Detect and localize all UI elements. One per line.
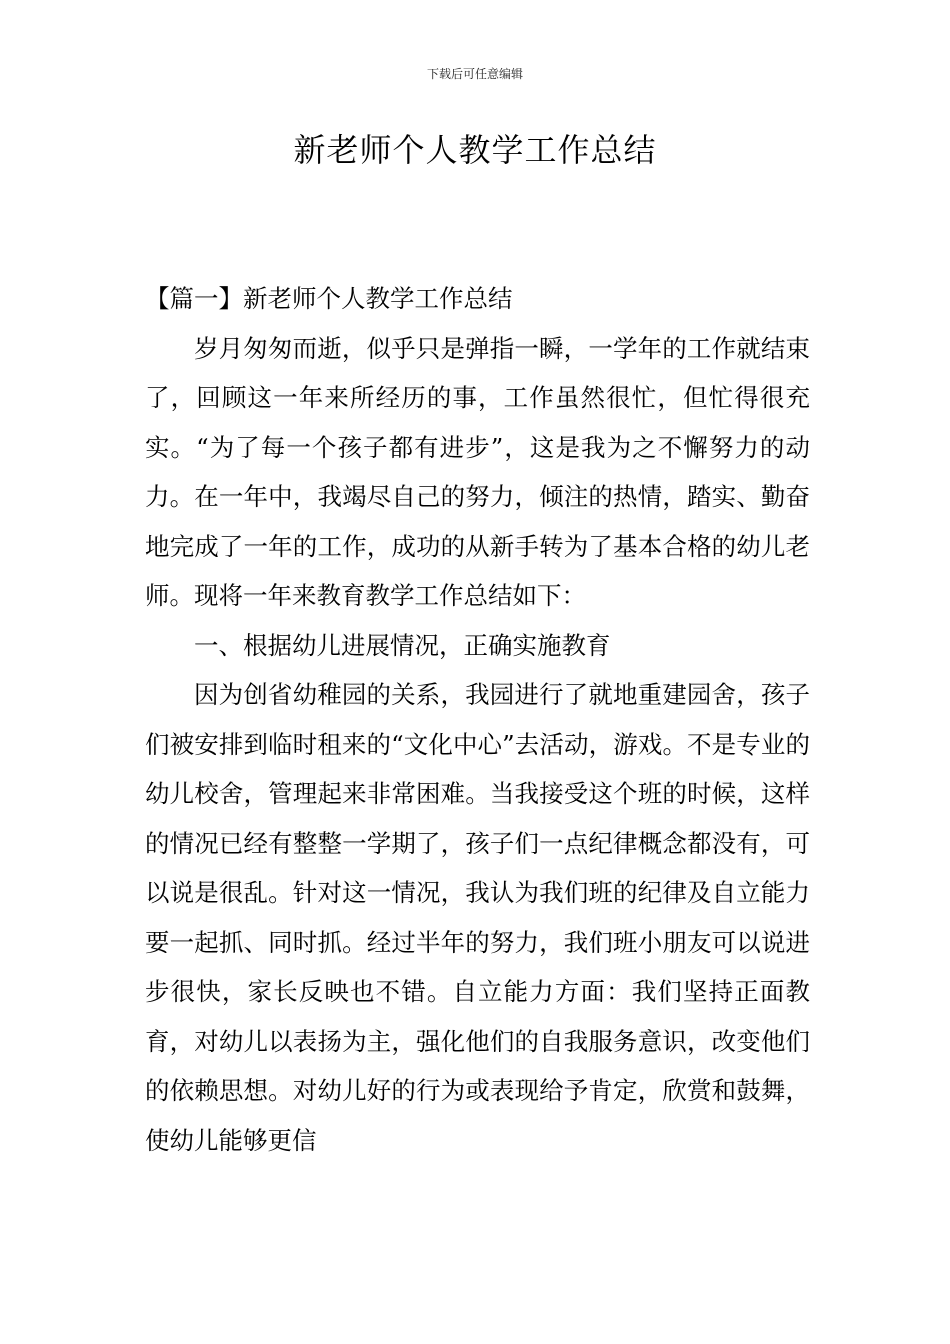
paragraph-subheading: 一、根据幼儿进展情况，正确实施教育: [194, 630, 611, 660]
paragraph-body: 因为创省幼稚园的关系，我园进行了就地重建园舍，孩子们被安排到临时租来的“文化中心”去活动，游戏。不是专业的幼儿校舍，管理起来非常困难。当我接受这个班的时候，这样的情况已经有整整一学期了，孩子们一点纪律概念都没有，可以说是很乱。针对这一情况，我认为我们班的纪律及自立能力要一起抓、同时抓。经过半年的努力，我们班小朋友可以说进步很快，家长反映也不错。自立能力方面：我们坚持正面教育，对幼儿以表扬为主，强化他们的自我服务意识，改变他们的依赖思想。对幼儿好的行为或表现给予肯定，欣赏和鼓舞，使幼儿能够更信: [145, 680, 810, 1155]
section-heading: 【篇一】新老师个人教学工作总结: [145, 284, 513, 313]
document-title: 新老师个人教学工作总结: [293, 131, 657, 169]
document-body: [145, 274, 810, 1165]
paragraph-intro: 岁月匆匆而逝，似乎只是弹指一瞬，一学年的工作就结束了，回顾这一年来所经历的事，工作虽然很忙，但忙得很充实。“为了每一个孩子都有进步”，这是我为之不懈努力的动力。在一年中，我竭尽自己的努力，倾注的热情，踏实、勤奋地完成了一年的工作，成功的从新手转为了基本合格的幼儿老师。现将一年来教育教学工作总结如下：: [145, 333, 810, 610]
header-note: 下载后可任意编辑: [426, 67, 523, 81]
